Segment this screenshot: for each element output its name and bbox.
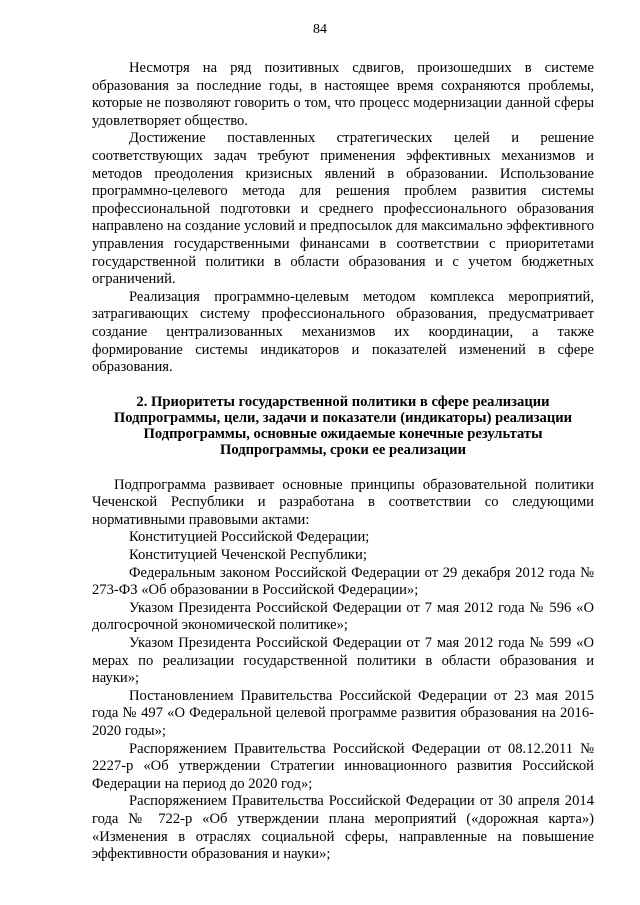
legal-act-item: Указом Президента Российской Федерации от 7 мая 2012 года № 596 «О долгосрочной экономической политике»; xyxy=(92,599,594,634)
legal-act-item: Конституцией Российской Федерации; xyxy=(129,529,370,546)
legal-act-item: Распоряжением Правительства Российской Федерации от 30 апреля 2014 года № 722-р «Об утверждении плана мероприятий («дорожная карта») «Изменения в отраслях социальной сферы, направленные на повышение эффективности образования и науки»; xyxy=(92,793,594,863)
legal-act-item: Постановлением Правительства Российской Федерации от 23 мая 2015 года № 497 «О Федеральной целевой программе развития образования на 2016-2020 годы»; xyxy=(92,687,594,739)
legal-act-item: Распоряжением Правительства Российской Федерации от 08.12.2011 № 2227-р «Об утверждении Стратегии инновационного развития Российской Федерации на период до 2020 год»; xyxy=(92,740,594,792)
paragraph: Реализация программно-целевым методом комплекса мероприятий, затрагивающих систему профессионального образования, предусматривает создание централизованных механизмов их координации, а также формирование системы индикаторов и показателей изменений в сфере образования. xyxy=(92,288,594,376)
intro-paragraph: Подпрограмма развивает основные принципы образовательной политики Чеченской Республики и разработана в соответствии со следующими нормативными правовыми актами: xyxy=(92,476,594,528)
document-body xyxy=(92,60,594,864)
paragraph: Достижение поставленных стратегических целей и решение соответствующих задач требуют применения эффективных механизмов и методов преодоления кризисных явлений в образовании. Использование программно-целевого метода для решения проблем развития системы профессиональной подготовки и среднего профессионального образования направлено на создание условий и предпосылок для максимально эффективного управления государственными финансами в соответствии с приоритетами государственной политики в области образования и с учетом бюджетных ограничений. xyxy=(92,130,594,288)
legal-act-item: Федеральным законом Российской Федерации от 29 декабря 2012 года № 273-ФЗ «Об образовании в Российской Федерации»; xyxy=(92,564,594,599)
page-number: 84 xyxy=(313,22,327,37)
legal-act-item: Конституцией Чеченской Республики; xyxy=(129,547,367,564)
legal-act-item: Указом Президента Российской Федерации от 7 мая 2012 года № 599 «О мерах по реализации государственной политики в области образования и науки»; xyxy=(92,635,594,687)
paragraph: Несмотря на ряд позитивных сдвигов, произошедших в системе образования за последние годы, в настоящее время сохраняются проблемы, которые не позволяют говорить о том, что процесс модернизации данной сферы удовлетворяет общество. xyxy=(92,60,594,129)
section-heading: 2. Приоритеты государственной политики в сфере реализации Подпрограммы, цели, задачи и показатели (индикаторы) реализации Подпрограммы, основные ожидаемые конечные результаты Подпрограммы, сроки ее реализации xyxy=(113,393,573,458)
